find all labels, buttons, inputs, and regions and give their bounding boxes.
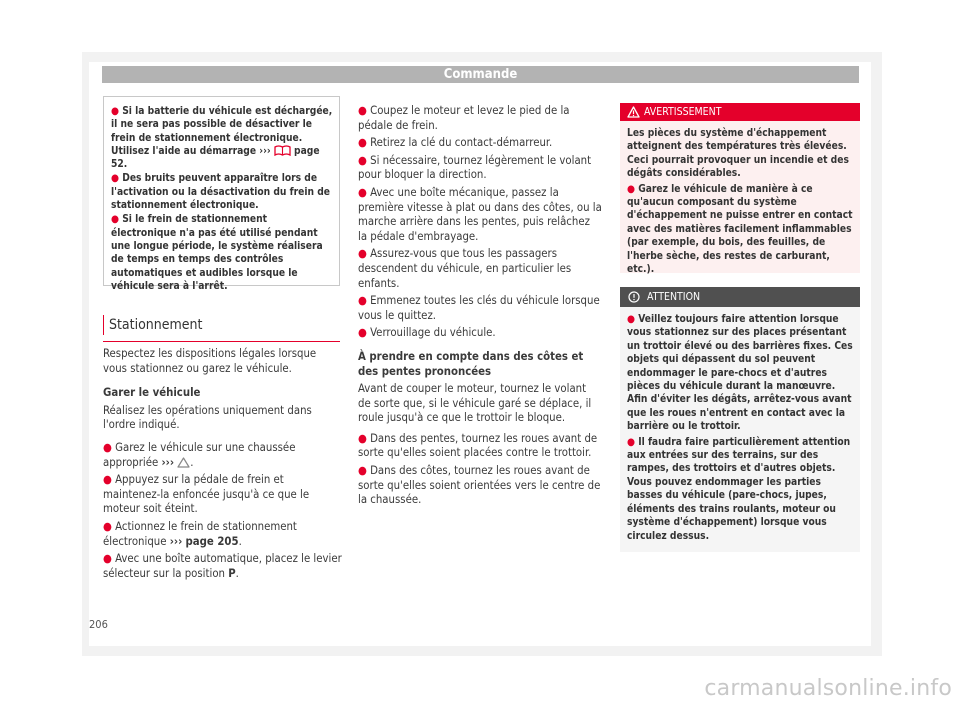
- attention-item: [627, 313, 853, 434]
- gear-position: P: [228, 566, 236, 580]
- list-item-text: Si nécessaire, tournez légèrement le volant pour bloquer la direction.: [358, 153, 592, 182]
- warning-item: [627, 183, 853, 277]
- page-number: 206: [89, 618, 108, 631]
- attention-body: [620, 307, 860, 543]
- subheading: Garer le véhicule: [103, 386, 201, 400]
- bullet-icon: ●: [627, 314, 635, 325]
- list-item: [103, 473, 343, 517]
- list-item-text: Retirez la clé du contact-démarreur.: [370, 136, 553, 150]
- left-column: [103, 347, 343, 584]
- bullet-icon: ●: [358, 294, 367, 308]
- list-item-text: Appuyez sur la pédale de frein et maintenez-la enfoncée jusqu'à ce que le moteur soit éteint.: [103, 473, 310, 516]
- info-circle-icon: [628, 291, 640, 303]
- page-ref[interactable]: page 52: [111, 145, 320, 171]
- warning-box: [620, 103, 860, 276]
- section-heading: [103, 317, 340, 333]
- list-item: [358, 186, 602, 244]
- warning-header: [620, 103, 860, 121]
- warning-triangle-icon: [177, 457, 190, 468]
- attention-header: [620, 287, 860, 307]
- note-text: Des bruits peuvent apparaître lors de l'activation ou la désactivation du frein de stationnement électronique.: [111, 173, 330, 212]
- list-item: [358, 154, 602, 183]
- warning-text: Les pièces du système d'échappement atteignent des températures très élevées. Ceci pourrait provoquer un incendie et des dégâts considérables.: [627, 128, 849, 180]
- bullet-icon: ●: [103, 440, 112, 454]
- attention-item-text: Il faudra faire particulièrement attention aux entrées sur des terrains, sur des rampes, des trottoirs et d'autres objets. Vous pouvez endommager les parties basses du véhicule (pare-chocs, jupes, éléments des trains roulants, moteur ou système d'échappement) lorsque vous circulez dessus.: [627, 436, 851, 542]
- page-header: Commande: [102, 66, 859, 83]
- bullet-icon: ●: [103, 473, 112, 487]
- attention-box: [620, 287, 860, 552]
- list-item-text: Garez le véhicule sur une chaussée appropriée: [103, 440, 296, 469]
- attention-title: ATTENTION: [647, 291, 701, 303]
- list-item: [358, 247, 602, 291]
- bullet-icon: ●: [627, 436, 635, 448]
- bullet-icon: ●: [358, 136, 367, 150]
- bullet-icon: ●: [358, 104, 367, 117]
- warning-title: AVERTISSEMENT: [644, 106, 722, 118]
- list-item: [358, 464, 602, 508]
- list-item: ● Actionnez le frein de stationnement électronique ››› page 205.: [103, 519, 297, 548]
- warning-triangle-icon: [627, 106, 640, 118]
- list-item: ● Avec une boîte automatique, placez le levier sélecteur sur la position P.: [103, 552, 342, 580]
- list-item: [358, 326, 602, 341]
- bullet-icon: ●: [358, 326, 367, 340]
- warning-item-text: Garez le véhicule de manière à ce qu'aucun composant du système d'échappement ne puisse entrer en contact avec des matières facilement inflammables (par exemple, du bois, des feuilles, de l'herbe sèche, des restes de carburant, etc.).: [627, 183, 853, 276]
- cross-ref-arrow: ›››: [161, 455, 175, 469]
- note-item: [111, 213, 333, 293]
- bullet-icon: ●: [111, 173, 119, 185]
- page-ref[interactable]: page 205: [185, 534, 239, 548]
- list-item-text: Assurez-vous que tous les passagers descendent du véhicule, en particulier les enfants.: [358, 247, 572, 290]
- cross-ref-arrow: ›››: [169, 534, 183, 548]
- note-box: [103, 96, 340, 292]
- list-item-text: Actionnez le frein de stationnement électronique: [103, 519, 297, 548]
- section-heading-rule: [103, 341, 340, 342]
- attention-item: [627, 436, 853, 543]
- bullet-icon: ●: [358, 185, 367, 199]
- note-item: [111, 105, 333, 171]
- bullet-icon: ●: [111, 106, 119, 117]
- watermark: carmanualsonline.info: [704, 676, 952, 701]
- section-heading-bar: [103, 315, 104, 335]
- section-title: Stationnement: [109, 317, 203, 333]
- bullet-icon: ●: [111, 214, 119, 226]
- bullet-icon: ●: [627, 183, 635, 195]
- list-item: [358, 294, 602, 323]
- list-item: [358, 104, 602, 133]
- list-item: [358, 136, 602, 151]
- bullet-icon: ●: [358, 431, 367, 445]
- book-icon: [274, 145, 291, 156]
- subintro-paragraph: Réalisez les opérations uniquement dans l'ordre indiqué.: [103, 403, 312, 432]
- attention-item-text: Veillez toujours faire attention lorsque vous stationnez sur des places présentant un trottoir élevé ou des barrières fixes. Ces objets qui dépassent du sol peuvent endommager le pare-chocs et d'autres pièces du véhicule durant la manœuvre. Afin d'éviter les dégâts, arrêtez-vous avant que les roues n'entrent en contact avec la barrière ou le trottoir.: [627, 314, 853, 433]
- list-item: ● Garez le véhicule sur une chaussée appropriée ››› .: [103, 440, 296, 469]
- middle-column: [358, 104, 602, 511]
- subheading: À prendre en compte dans des côtes et des pentes prononcées: [358, 349, 584, 378]
- list-item-text: Dans des pentes, tournez les roues avant de sorte qu'elles soient placées contre le trottoir.: [358, 431, 598, 460]
- list-item-text: Avec une boîte automatique, placez le levier sélecteur sur la position: [103, 552, 342, 580]
- warning-body: [620, 121, 860, 276]
- list-item-text: Avec une boîte mécanique, passez la première vitesse à plat ou dans des côtes, ou la marche arrière dans les pentes, puis relâchez la pédale d'embrayage.: [358, 185, 602, 243]
- cross-ref-arrow: ›››: [259, 145, 271, 157]
- bullet-icon: ●: [103, 552, 112, 566]
- bullet-icon: ●: [358, 153, 367, 167]
- list-item-text: Coupez le moteur et levez le pied de la pédale de frein.: [358, 104, 570, 132]
- note-text: Si la batterie du véhicule est déchargée, il ne sera pas possible de désactiver le frein de stationnement électronique. Utilisez l'aide au démarrage: [111, 106, 333, 157]
- note-text: Si le frein de stationnement électronique n'a pas été utilisé pendant une longue période, le système réalisera de temps en temps des contrôles automatiques et audibles lorsque le véhicule sera à l'arrêt.: [111, 214, 323, 292]
- intro-paragraph: Respectez les dispositions légales lorsque vous stationnez ou garez le véhicule.: [103, 347, 317, 375]
- list-item-text: Emmenez toutes les clés du véhicule lorsque vous le quittez.: [358, 294, 600, 322]
- list-item-text: Verrouillage du véhicule.: [370, 326, 496, 340]
- bullet-icon: ●: [103, 519, 112, 533]
- list-item: [358, 432, 602, 461]
- list-item-text: Dans des côtes, tournez les roues avant de sorte qu'elles soient orientées vers le centre de la chaussée.: [358, 464, 601, 507]
- bullet-icon: ●: [358, 464, 367, 478]
- paragraph: Avant de couper le moteur, tournez le volant de sorte que, si le véhicule garé se déplace, il roule jusqu'à ce que le trottoir le bloque.: [358, 382, 592, 425]
- note-text-end: .: [123, 159, 128, 171]
- note-item: [111, 172, 333, 212]
- bullet-icon: ●: [358, 247, 367, 261]
